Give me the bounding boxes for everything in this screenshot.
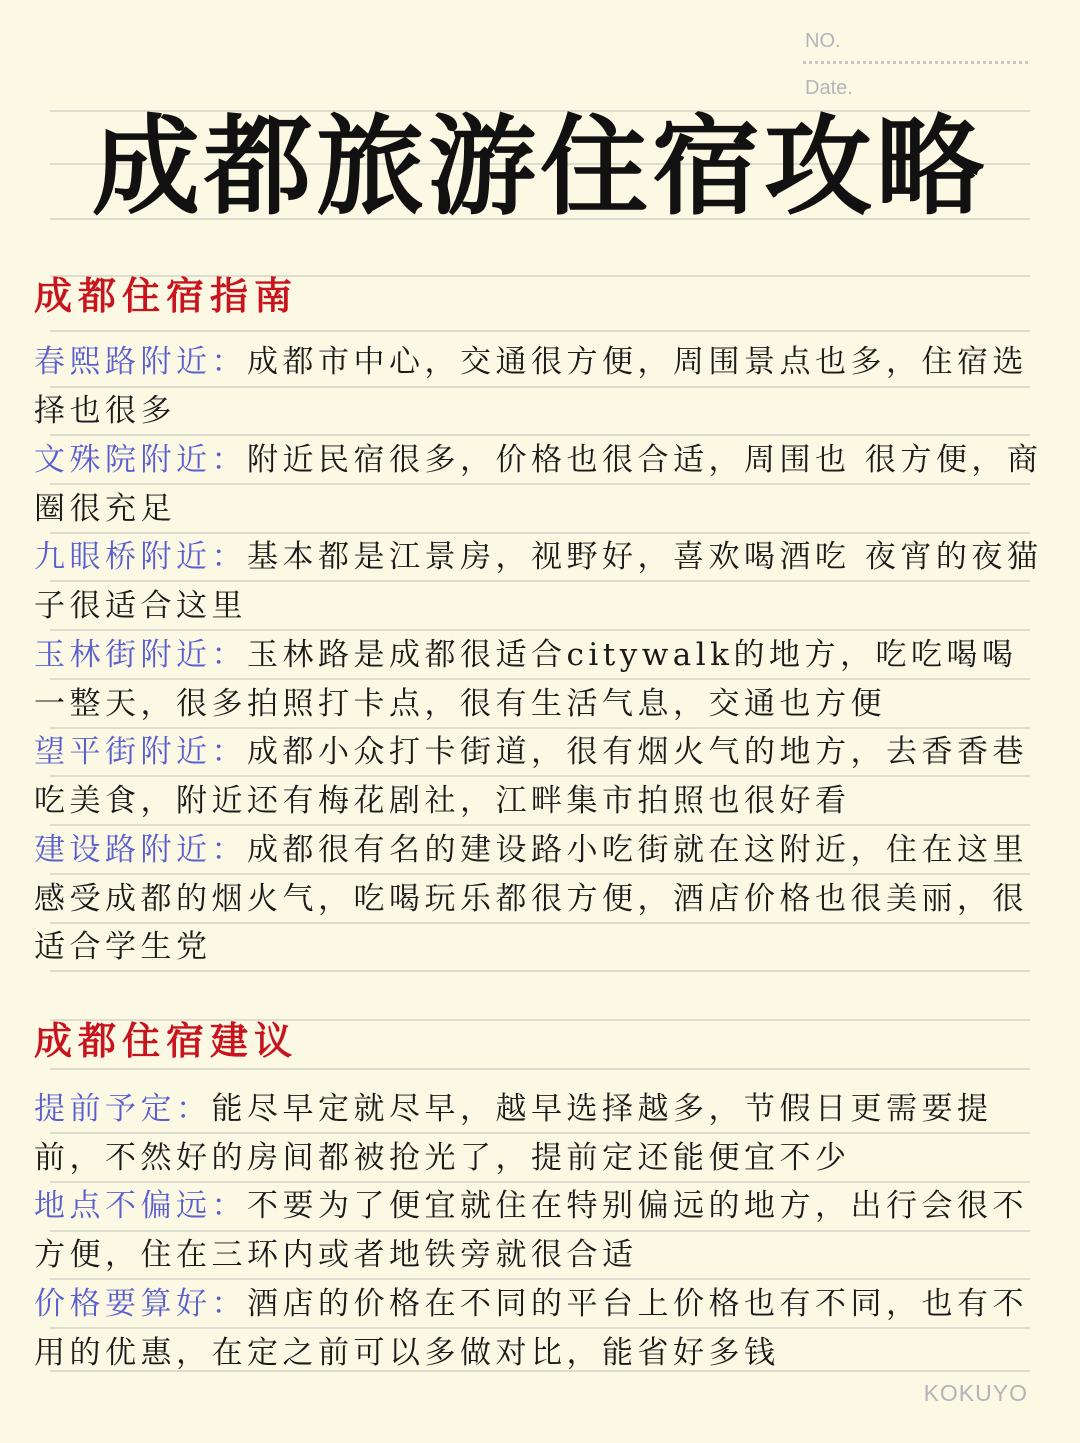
entry-text: 成都小众打卡街道，很有烟火气的地方，去香香巷吃美食，附近还有梅花剧社，江畔集市拍照也很好看 (34, 734, 1028, 819)
entry-label: 玉林街附近： (34, 637, 247, 673)
entry-label: 望平街附近： (34, 734, 247, 770)
entry-text: 玉林路是成都很适合citywalk的地方，吃吃喝喝一整天，很多拍照打卡点，很有生活气息，交通也方便 (34, 637, 1018, 722)
date-label: Date. (805, 77, 853, 99)
list-item (34, 728, 1044, 825)
header-dotted-line (803, 61, 1028, 64)
entry-label: 提前予定： (34, 1091, 212, 1127)
list-item (34, 631, 1044, 728)
entry-label: 春熙路附近： (34, 344, 247, 380)
ruled-line (50, 330, 1030, 332)
entry-label: 建设路附近： (34, 832, 247, 868)
list-item (34, 1182, 1044, 1279)
entry-text: 能尽早定就尽早，越早选择越多，节假日更需要提前，不然好的房间都被抢光了，提前定还能便宜不少 (34, 1091, 993, 1176)
brand-logo: KOKUYO (923, 1380, 1028, 1406)
no-label: NO. (805, 30, 841, 52)
ruled-line (50, 1068, 1030, 1070)
entry-text: 附近民宿很多，价格也很合适，周围也 很方便，商圈很充足 (34, 442, 1043, 527)
list-item (34, 533, 1044, 630)
list-item (34, 1280, 1044, 1377)
list-item (34, 338, 1044, 435)
list-item (34, 826, 1044, 972)
list-item (34, 436, 1044, 533)
list-item (34, 1085, 1044, 1182)
entry-text: 不要为了便宜就住在特别偏远的地方，出行会很不方便，住在三环内或者地铁旁就很合适 (34, 1188, 1028, 1273)
entry-text: 酒店的价格在不同的平台上价格也有不同，也有不用的优惠，在定之前可以多做对比，能省好多钱 (34, 1286, 1028, 1371)
entry-text: 基本都是江景房，视野好，喜欢喝酒吃 夜宵的夜猫子很适合这里 (34, 539, 1043, 624)
section-heading-advice: 成都住宿建议 (34, 1018, 299, 1063)
entry-text: 成都市中心，交通很方便，周围景点也多，住宿选择也很多 (34, 344, 1028, 429)
entry-label: 地点不偏远： (34, 1188, 247, 1224)
entry-text: 成都很有名的建设路小吃街就在这附近，住在这里感受成都的烟火气，吃喝玩乐都很方便，酒店价格也很美丽，很适合学生党 (34, 832, 1028, 966)
page-title: 成都旅游住宿攻略 (91, 105, 988, 230)
entry-label: 九眼桥附近： (34, 539, 247, 575)
entry-label: 文殊院附近： (34, 442, 247, 478)
entry-label: 价格要算好： (34, 1286, 247, 1322)
section-heading-guide: 成都住宿指南 (34, 273, 299, 318)
